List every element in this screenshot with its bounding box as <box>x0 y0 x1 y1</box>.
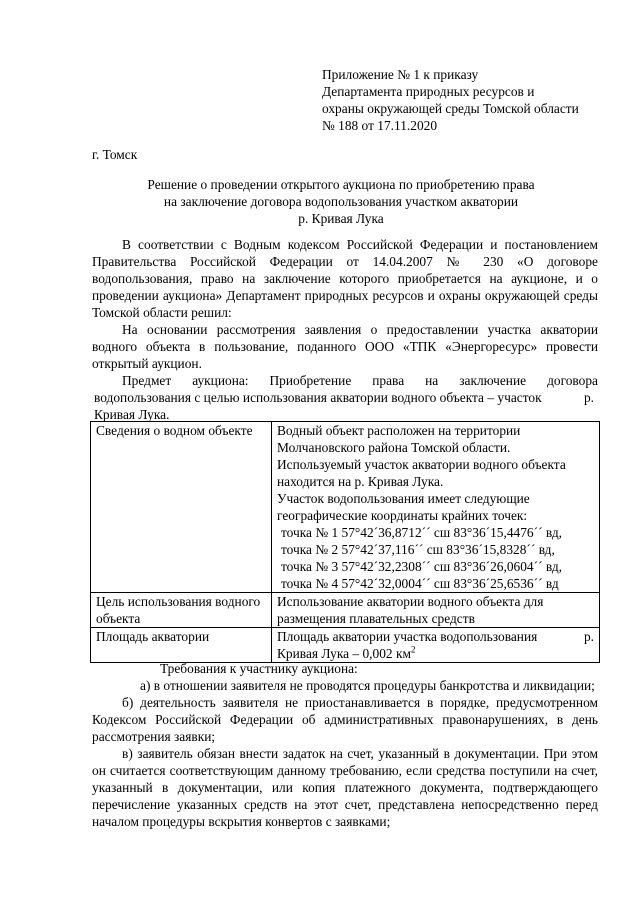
city-name: г. Томск <box>92 147 138 162</box>
annex-line-3: охраны окружающей среды Томской области <box>322 101 579 116</box>
intro-paragraph-1: В соответствии с Водным кодексом Российской Федерации и постановлением Правительства Российской Федерации от 14.04.2007 № 230 «О договоре водопользования, право на заключение которого приобретается на аукционе, и о проведении аукциона» Департамент природных ресурсов и охраны окружающей среды Томской области решил: <box>92 237 598 320</box>
table-cell-value <box>272 422 600 593</box>
intro-section <box>92 236 598 423</box>
title-line-3: р. Кривая Лука <box>298 211 384 226</box>
area-value: Кривая Лука – 0,002 км <box>277 646 411 661</box>
coordinate-point: точка № 3 57°42´32,2308´´ сш 83°36´26,0604´´ вд, <box>281 559 563 574</box>
annex-header <box>322 66 622 134</box>
object-coords-intro: Участок водопользования имеет следующие географические координаты крайних точек: <box>277 491 530 523</box>
subject-line-2 <box>92 389 598 406</box>
requirement-a: а) в отношении заявителя не проводятся процедуры банкротства и ликвидации; <box>140 678 595 693</box>
annex-line-2: Департамента природных ресурсов и <box>322 84 535 99</box>
area-text: Площадь акватории участка водопользования <box>277 629 538 644</box>
coordinate-point: точка № 2 57°42´37,116´´ сш 83°36´15,8328´´ вд, <box>281 542 555 557</box>
annex-line-1: Приложение № 1 к приказу <box>322 67 479 82</box>
subject-line-1: Предмет аукциона: Приобретение права на заключение договора <box>122 373 598 388</box>
table-cell-label: Сведения о водном объекте <box>91 422 272 593</box>
table-row <box>91 422 600 593</box>
coordinates-list <box>277 524 594 592</box>
title-line-2: на заключение договора водопользования участком акватории <box>163 194 519 209</box>
table-cell-label: Цель использования водного объекта <box>91 593 272 628</box>
table-cell-value <box>272 628 600 663</box>
subject-line-2-text: водопользования с целью использования акватории водного объекта – участок <box>94 390 542 405</box>
area-line-1 <box>277 628 594 645</box>
table-cell-label: Площадь акватории <box>91 628 272 663</box>
table-row <box>91 593 600 628</box>
requirement-b: б) деятельность заявителя не приостанавливается в порядке, предусмотренном Кодексом Российской Федерации об административных правонарушениях, в день рассмотрения заявки; <box>92 695 598 744</box>
water-object-table <box>90 421 600 663</box>
requirement-c: в) заявитель обязан внести задаток на счет, указанный в документации. При этом он считается соответствующим данному требованию, если средства поступили на счет, указанный в документации, или копия платежного документа, подтверждающего перечисление указанных средств на этот счет, представлена непосредственно перед началом процедуры вскрытия конвертов с заявками; <box>92 746 598 829</box>
annex-line-4: № 188 от 17.11.2020 <box>322 118 438 133</box>
object-location: Водный объект расположен на территории Молчановского района Томской области. <box>277 423 521 455</box>
subject-line-3: Кривая Лука. <box>94 407 170 422</box>
coordinate-point: точка № 4 57°42´32,0004´´ сш 83°36´25,6536´´ вд <box>281 576 559 591</box>
table-cell-value: Использование акватории водного объекта для размещения плавательных средств <box>272 593 600 628</box>
requirements-section <box>92 660 598 830</box>
subject-line-2-river: р. <box>583 390 594 405</box>
table-row <box>91 628 600 663</box>
area-river-prefix: р. <box>583 629 594 644</box>
area-unit-exponent: 2 <box>410 644 416 655</box>
object-site: Используемый участок акватории водного объекта находится на р. Кривая Лука. <box>277 457 566 489</box>
title-line-1: Решение о проведении открытого аукциона по приобретению права <box>147 177 535 192</box>
requirements-heading: Требования к участнику аукциона: <box>160 661 358 676</box>
coordinate-point: точка № 1 57°42´36,8712´´ сш 83°36´15,4476´´ вд, <box>281 525 563 540</box>
document-title <box>92 176 590 227</box>
intro-paragraph-2: На основании рассмотрения заявления о предоставлении участка акватории водного объекта в пользование, поданного ООО «ТПК «Энергоресурс» провести открытый аукцион. <box>92 322 598 371</box>
